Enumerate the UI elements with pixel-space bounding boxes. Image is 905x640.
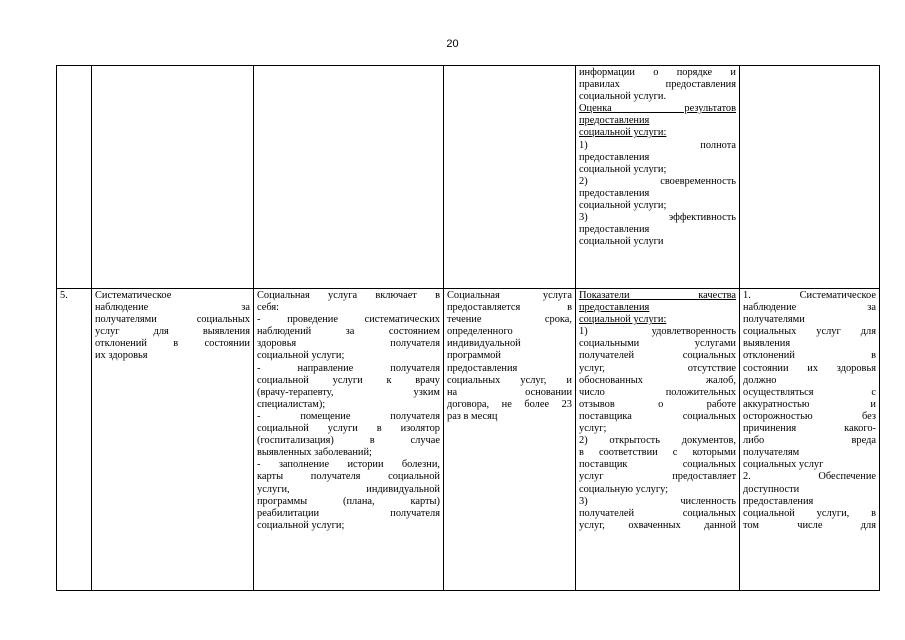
text-line: услуг для выявления [95,326,250,338]
text-line: выявленных заболеваний; [257,447,372,459]
cell-service-timing [444,289,576,591]
text-line: в соответствии с которыми [579,447,736,459]
cell-number-empty [57,66,92,289]
cell-conditions-empty [740,66,880,289]
text-line: Социальная услуга [447,290,572,301]
page-number: 20 [446,38,459,50]
text-line: социальной услуги; [257,519,345,531]
text-line: социальной услуги; [579,200,667,212]
text-line: предоставления [447,362,518,374]
text-line: услуги, индивидуальной [257,483,440,495]
text-line: предоставления [579,151,650,163]
text-line: аккуратностью и [743,398,876,410]
text-line: индивидуальной [447,338,521,350]
text-line: состоянии их здоровья [743,362,876,374]
text-line: должно [743,374,777,386]
text-line: 1) удовлетворенность [579,326,736,338]
text-line: Оценка результатов [579,103,736,115]
cell-timing-empty [444,66,576,289]
text-line: социальной услуги. [579,91,667,103]
text-line: предоставляется в [447,302,572,314]
text-line: социальных услуг [743,459,824,471]
text-line: информации о порядке и [579,67,736,78]
text-line: социальной услуги: [579,127,667,139]
cell-content-empty [254,66,444,289]
text-line: программы (плана, карты) [257,495,440,507]
text-line: получателями социальных [95,314,250,326]
text-line: социальными услугами [579,338,736,350]
cell-quality-indicators [576,289,740,591]
text-line: наблюдений за состоянием [257,326,440,338]
text-line: специалистам); [257,398,326,410]
text-line: отклонений в состоянии [95,338,250,350]
text-line: (врачу-терапевту, узким [257,386,440,398]
text-line: осторожностью без [743,410,876,422]
text-line: правилах предоставления [579,79,736,91]
cell-row-number [57,289,92,591]
text-line: либо вреда [743,435,876,447]
text-line: 2. Обеспечение [743,471,876,483]
text-line: течение срока, [447,314,572,326]
text-line: социальной услуги: [579,314,667,326]
text-line: доступности [743,483,800,495]
text-line: социальной услуги, в [743,507,876,519]
cell-quality-indicators-continued [576,66,740,289]
text-line: социальных услуг, и [447,374,572,386]
text-line: реабилитации получателя [257,507,440,519]
text-line: 3) эффективность [579,212,736,224]
cell-service-empty [92,66,254,289]
text-line: - помещение получателя [257,410,440,422]
text-line: себя: [257,302,280,314]
text-line: 3) численность [579,495,736,507]
text-line: наблюдение за [743,302,876,314]
text-line: осуществляться с [743,386,876,398]
text-line: на основании [447,386,572,398]
text-line: 1. Систематическое [743,290,876,301]
text-line: - заполнение истории болезни, [257,459,440,471]
text-line: отзывов о работе [579,398,736,410]
text-line: получателям [743,447,800,459]
text-line: отклонений в [743,350,876,362]
text-line: 1) полнота [579,139,736,151]
text-line: выявления [743,338,791,350]
text-line: социальной услуги к врачу [257,374,440,386]
text-line: раз в месяц [447,410,498,422]
text-line: программой [447,350,501,362]
text-line: социальных услуг для [743,326,876,338]
text-line: предоставления [579,302,650,314]
text-line: том числе для [743,519,876,531]
text-line: обоснованных жалоб, [579,374,736,386]
text-line: социальной услуги [579,236,664,248]
text-line: определенного [447,326,513,338]
table-row-service-5 [57,289,880,591]
text-line: социальной услуги в изолятор [257,423,440,435]
text-line: услуг предоставляет [579,471,736,483]
text-line: карты получателя социальной [257,471,440,483]
text-line: их здоровья [95,350,148,362]
text-line: предоставления [579,224,650,236]
text-line: (госпитализация) в случае [257,435,440,447]
cell-service-name [92,289,254,591]
text-line: Показатели качества [579,290,736,301]
text-line: поставщика социальных [579,410,736,422]
text-line: получателей социальных [579,507,736,519]
text-line: поставщик социальных [579,459,736,471]
text-line: социальную услугу; [579,483,669,495]
cell-service-conditions [740,289,880,591]
text-line: предоставления [743,495,814,507]
text-line: - проведение систематических [257,314,440,326]
text-line: услуг; [579,423,607,435]
text-line: предоставления [579,187,650,199]
text-line: число положительных [579,386,736,398]
text-line: 2) своевременность [579,175,736,187]
text-line: получателей социальных [579,350,736,362]
text-line: договора, не более 23 [447,398,572,410]
text-line: Систематическое [95,290,172,301]
text-line: наблюдение за [95,302,250,314]
text-line: услуг, отсутствие [579,362,736,374]
text-line: услуг, охваченных данной [579,519,736,531]
text-line: социальной услуги; [579,163,667,175]
text-line: - направление получателя [257,362,440,374]
table-row-continuation [57,66,880,289]
row-number: 5. [60,290,68,301]
services-table [56,65,880,591]
text-line: предоставления [579,115,650,127]
text-line: причинения какого- [743,423,876,435]
cell-service-content [254,289,444,591]
text-line: 2) открытость документов, [579,435,736,447]
text-line: социальной услуги; [257,350,345,362]
text-line: здоровья получателя [257,338,440,350]
text-line: Социальная услуга включает в [257,290,440,301]
text-line: получателями [743,314,805,326]
